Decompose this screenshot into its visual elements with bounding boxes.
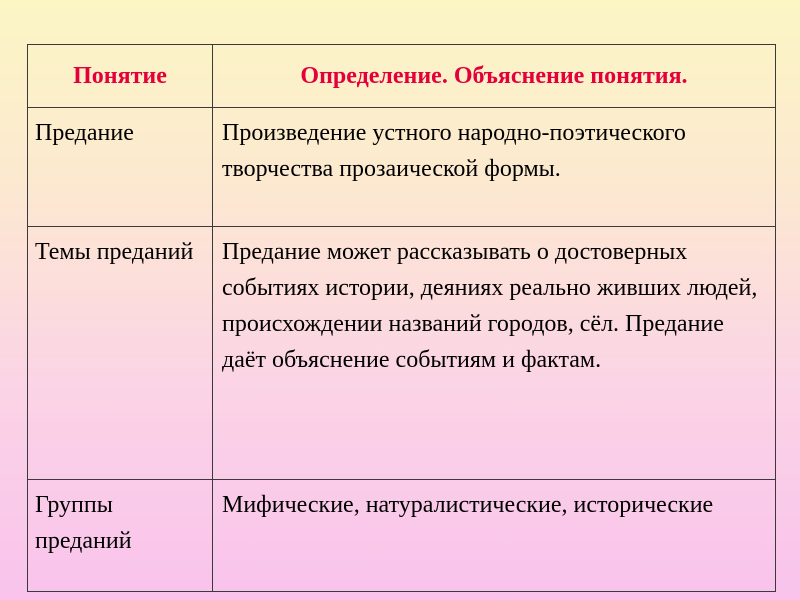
definitions-table (27, 44, 776, 592)
table-row (28, 227, 776, 480)
term-cell: Темы преданий (28, 227, 213, 480)
header-definition: Определение. Объяснение понятия. (213, 45, 776, 108)
table-row (28, 108, 776, 227)
term-cell: Предание (28, 108, 213, 227)
table-header-row (28, 45, 776, 108)
table-row (28, 480, 776, 592)
definition-cell: Мифические, натуралистические, исторические (213, 480, 776, 592)
definition-cell: Произведение устного народно-поэтического творчества прозаической формы. (213, 108, 776, 227)
term-cell: Группы преданий (28, 480, 213, 592)
header-term: Понятие (28, 45, 213, 108)
definition-cell: Предание может рассказывать о достоверных событиях истории, деяниях реально живших людей, происхождении названий городов, сёл. Предание даёт объяснение событиям и фактам. (213, 227, 776, 480)
